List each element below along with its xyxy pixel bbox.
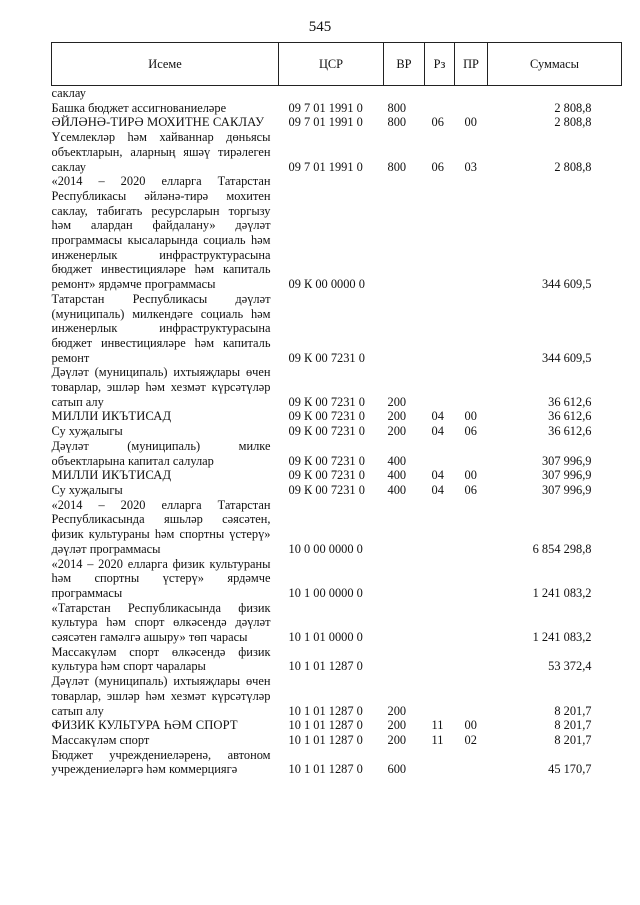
cell-rz xyxy=(425,601,455,645)
cell-csr: 09 К 00 7231 0 xyxy=(288,409,365,424)
cell-sum: 45 170,7 xyxy=(548,762,592,777)
header-vr: ВР xyxy=(384,43,425,86)
cell-name: «2014 – 2020 елларга физик культураны һәм спортны үстерү» ярдәмче программасы xyxy=(51,556,271,600)
cell-rz xyxy=(425,498,455,557)
cell-sum: 36 612,6 xyxy=(548,394,592,409)
cell-vr: 400 xyxy=(387,468,407,483)
cell-name: Дәүләт (муниципаль) ихтыяҗлары өчен товарлар, эшләр һәм хезмәт күрсәтүләр сатып алу xyxy=(51,674,271,718)
table-row xyxy=(52,174,622,292)
cell-name: Су хуҗалыгы xyxy=(51,482,123,497)
header-name: Исеме xyxy=(52,43,279,86)
cell-pr xyxy=(455,557,488,601)
cell-pr xyxy=(455,101,488,116)
cell-sum: 8 201,7 xyxy=(554,703,592,718)
cell-csr xyxy=(279,86,384,101)
table-row xyxy=(52,468,622,483)
table-row xyxy=(52,101,622,116)
cell-pr xyxy=(455,174,488,292)
cell-sum: 344 609,5 xyxy=(541,350,592,365)
cell-vr: 800 xyxy=(387,100,407,115)
table-row xyxy=(52,483,622,498)
cell-csr: 09 К 00 0000 0 xyxy=(288,277,365,292)
cell-vr xyxy=(384,498,425,557)
cell-csr: 10 1 01 1287 0 xyxy=(288,718,363,733)
table-row xyxy=(52,130,622,174)
cell-vr: 200 xyxy=(387,718,407,733)
page-number: 545 xyxy=(308,19,332,35)
cell-name: «2014 – 2020 елларга Татарстан Республикасы әйләнә-тирә мохитен саклау, табигать ресурсларын торгызу һәм алардан файдалану» дәүләт программасы кысаларында социаль һәм инженерлык инфраструктурасына бюджет инвестицияләре һәм капиталь ремонт» ярдәмче программасы xyxy=(51,174,271,292)
cell-pr xyxy=(455,86,488,101)
cell-name: Башка бюджет ассигнованиеләре xyxy=(51,100,227,115)
cell-name: Су хуҗалыгы xyxy=(51,424,123,439)
cell-rz: 06 xyxy=(431,159,444,174)
table-row xyxy=(52,601,622,645)
table-header-row xyxy=(52,43,622,86)
cell-name: Массакүләм спорт өлкәсендә физик культура һәм спорт чаралары xyxy=(51,644,271,674)
cell-name: Дәүләт (муниципаль) ихтыяҗлары өчен товарлар, эшләр һәм хезмәт күрсәтүләр сатып алу xyxy=(51,365,271,409)
cell-vr xyxy=(384,601,425,645)
cell-csr: 09 7 01 1991 0 xyxy=(288,100,363,115)
cell-pr xyxy=(455,674,488,718)
cell-pr xyxy=(455,645,488,674)
cell-rz: 11 xyxy=(431,718,444,733)
cell-sum xyxy=(488,86,622,101)
cell-rz xyxy=(425,174,455,292)
cell-vr: 200 xyxy=(387,424,407,439)
table-row xyxy=(52,557,622,601)
cell-rz xyxy=(425,674,455,718)
cell-pr: 00 xyxy=(464,409,477,424)
cell-pr: 00 xyxy=(464,468,477,483)
header-pr: ПР xyxy=(455,43,488,86)
cell-rz xyxy=(425,557,455,601)
cell-sum: 53 372,4 xyxy=(548,659,592,674)
cell-rz: 04 xyxy=(431,482,444,497)
table-row xyxy=(52,748,622,777)
cell-pr: 03 xyxy=(464,159,477,174)
table-row xyxy=(52,409,622,424)
cell-pr xyxy=(455,439,488,468)
cell-csr: 10 0 00 0000 0 xyxy=(288,541,363,556)
cell-rz xyxy=(425,101,455,116)
cell-pr: 00 xyxy=(464,115,477,130)
cell-csr: 09 7 01 1991 0 xyxy=(288,115,363,130)
table-row xyxy=(52,292,622,366)
cell-name: «2014 – 2020 елларга Татарстан Республикасында яшьләр сәясәтен, физик культураны һәм спортны үстерү» дәүләт программасы xyxy=(51,497,271,556)
cell-pr xyxy=(455,365,488,409)
cell-rz xyxy=(425,86,455,101)
cell-name: Массакүләм спорт xyxy=(51,732,150,747)
cell-vr xyxy=(384,292,425,366)
cell-vr: 200 xyxy=(387,732,407,747)
cell-rz: 04 xyxy=(431,424,444,439)
cell-name: Үсемлекләр һәм хайваннар дөньясы объектларын, аларның яшәү тирәлеген саклау xyxy=(51,130,271,174)
cell-vr: 800 xyxy=(387,159,407,174)
cell-csr: 09 К 00 7231 0 xyxy=(288,453,365,468)
header-rz: Рз xyxy=(425,43,455,86)
cell-pr: 02 xyxy=(464,732,477,747)
cell-name: ФИЗИК КУЛЬТУРА ҺӘМ СПОРТ xyxy=(51,718,238,733)
cell-rz xyxy=(425,645,455,674)
cell-csr: 10 1 00 0000 0 xyxy=(288,585,363,600)
cell-vr: 200 xyxy=(387,394,407,409)
cell-name: Бюджет учреждениеләренә, автоном учреждениеләргә һәм коммерциягә xyxy=(51,747,271,777)
cell-sum: 1 241 083,2 xyxy=(532,630,592,645)
cell-pr: 00 xyxy=(464,718,477,733)
cell-vr: 400 xyxy=(387,453,407,468)
cell-csr: 09 К 00 7231 0 xyxy=(288,394,365,409)
cell-vr: 800 xyxy=(387,115,407,130)
cell-rz: 04 xyxy=(431,468,444,483)
table-row xyxy=(52,674,622,718)
cell-sum: 2 808,8 xyxy=(554,115,592,130)
cell-name: «Татарстан Республикасында физик культура һәм спорт өлкәсендә дәүләт сәясәтен гамәлгә ашыру» төп чарасы xyxy=(51,600,271,645)
cell-rz xyxy=(425,439,455,468)
cell-csr: 09 7 01 1991 0 xyxy=(288,159,363,174)
table-row xyxy=(52,718,622,733)
budget-table xyxy=(51,42,622,777)
cell-csr: 10 1 01 0000 0 xyxy=(288,630,363,645)
cell-sum: 307 996,9 xyxy=(541,453,592,468)
table-row xyxy=(52,424,622,439)
cell-csr: 10 1 01 1287 0 xyxy=(288,762,363,777)
cell-sum: 36 612,6 xyxy=(548,409,592,424)
cell-sum: 36 612,6 xyxy=(548,424,592,439)
table-body xyxy=(52,86,622,778)
header-sum: Суммасы xyxy=(488,43,622,86)
cell-vr xyxy=(384,557,425,601)
cell-sum: 8 201,7 xyxy=(554,718,592,733)
cell-csr: 10 1 01 1287 0 xyxy=(288,659,363,674)
cell-name: Дәүләт (муниципаль) милке объектларына капитал салулар xyxy=(51,438,271,468)
cell-name: МИЛЛИ ИКЪТИСАД xyxy=(51,468,172,483)
cell-vr xyxy=(384,645,425,674)
table-row xyxy=(52,498,622,557)
cell-pr xyxy=(455,601,488,645)
cell-rz xyxy=(425,365,455,409)
cell-sum: 2 808,8 xyxy=(554,159,592,174)
cell-vr xyxy=(384,86,425,101)
cell-sum: 1 241 083,2 xyxy=(532,585,592,600)
cell-vr xyxy=(384,174,425,292)
cell-pr xyxy=(455,748,488,777)
table-row xyxy=(52,645,622,674)
cell-vr: 200 xyxy=(387,703,407,718)
cell-sum: 307 996,9 xyxy=(541,468,592,483)
cell-vr: 400 xyxy=(387,482,407,497)
cell-pr: 06 xyxy=(464,424,477,439)
table-row xyxy=(52,733,622,748)
cell-sum: 2 808,8 xyxy=(554,100,592,115)
cell-sum: 8 201,7 xyxy=(554,732,592,747)
header-csr: ЦСР xyxy=(279,43,384,86)
cell-csr: 09 К 00 7231 0 xyxy=(288,468,365,483)
cell-name: МИЛЛИ ИКЪТИСАД xyxy=(51,409,172,424)
cell-sum: 6 854 298,8 xyxy=(532,541,592,556)
table-row xyxy=(52,115,622,130)
cell-name: саклау xyxy=(51,86,86,100)
cell-sum: 344 609,5 xyxy=(541,277,592,292)
cell-name: ӘЙЛӘНӘ-ТИРӘ МОХИТНЕ САКЛАУ xyxy=(51,115,265,130)
cell-name: Татарстан Республикасы дәүләт (муниципаль) милкендәге социаль һәм инженерлык инфраструктурасына бюджет инвестицияләре һәм капиталь ремонт xyxy=(51,291,271,365)
cell-rz: 04 xyxy=(431,409,444,424)
cell-vr: 200 xyxy=(387,409,407,424)
cell-pr: 06 xyxy=(464,482,477,497)
cell-csr: 10 1 01 1287 0 xyxy=(288,703,363,718)
cell-pr xyxy=(455,292,488,366)
cell-csr: 09 К 00 7231 0 xyxy=(288,424,365,439)
cell-sum: 307 996,9 xyxy=(541,482,592,497)
table-row xyxy=(52,439,622,468)
cell-vr: 600 xyxy=(387,762,407,777)
table-row xyxy=(52,86,622,101)
cell-rz: 11 xyxy=(431,732,444,747)
cell-csr: 09 К 00 7231 0 xyxy=(288,482,365,497)
cell-rz: 06 xyxy=(431,115,444,130)
table-row xyxy=(52,365,622,409)
cell-pr xyxy=(455,498,488,557)
cell-csr: 10 1 01 1287 0 xyxy=(288,732,363,747)
cell-csr: 09 К 00 7231 0 xyxy=(288,350,365,365)
cell-rz xyxy=(425,748,455,777)
cell-rz xyxy=(425,292,455,366)
